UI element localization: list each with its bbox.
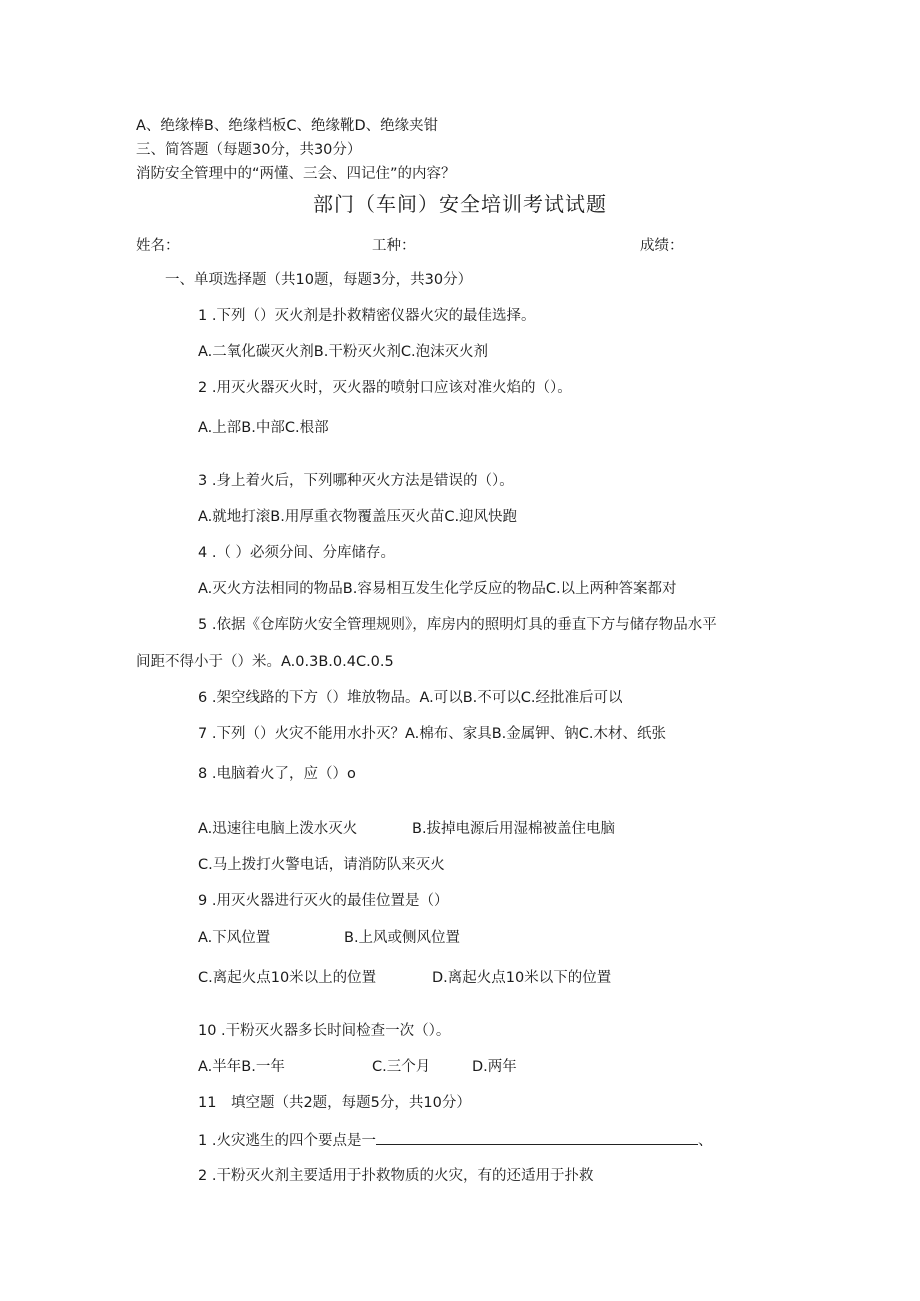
- question-7: 7 .下列（）火灾不能用水扑灭？A.棉布、家具B.金属钾、钠C.木材、纸张: [198, 726, 667, 742]
- question-3: 3 .身上着火后，下列哪种灭火方法是错误的（）。: [198, 473, 514, 489]
- question-10-option-c: C.三个月: [372, 1059, 431, 1075]
- question-8-option-a: A.迅速往电脑上泼水灭火: [198, 821, 358, 837]
- page-title: 部门（车间）安全培训考试试题: [313, 192, 607, 216]
- question-9-option-b: B.上风或侧风位置: [344, 930, 461, 946]
- section-3-heading: 三、简答题（每题30分，共30分）: [136, 142, 362, 158]
- question-5-line-1: 5 .依据《仓库防火安全管理规则》，库房内的照明灯具的垂直下方与储存物品水平: [198, 617, 717, 633]
- question-8: 8 .电脑着火了，应（）o: [198, 766, 356, 782]
- question-3-options: A.就地打滚B.用厚重衣物覆盖压灭火苗C.迎风快跑: [198, 509, 518, 525]
- question-6: 6 .架空线路的下方（）堆放物品。A.可以B.不可以C.经批准后可以: [198, 690, 623, 706]
- fill-1-text: 1 .火灾逃生的四个要点是一: [198, 1133, 376, 1149]
- previous-options: A、绝缘棒B、绝缘档板C、绝缘靴D、绝缘夹钳: [136, 118, 439, 134]
- job-label: 工种：: [372, 238, 416, 254]
- fill-2: 2 .干粉灭火剂主要适用于扑救物质的火灾，有的还适用于扑救: [198, 1168, 594, 1184]
- fill-1-blank[interactable]: [376, 1130, 698, 1145]
- question-9-option-d: D.离起火点10米以下的位置: [432, 970, 612, 986]
- question-5-line-2: 间距不得小于（）米。A.0.3B.0.4C.0.5: [136, 654, 394, 670]
- question-9-option-c: C.离起火点10米以上的位置: [198, 970, 377, 986]
- question-8-option-b: B.拔掉电源后用湿棉被盖住电脑: [412, 821, 616, 837]
- question-9: 9 .用灭火器进行灭火的最佳位置是（）: [198, 893, 449, 909]
- question-10-option-ab: A.半年B.一年: [198, 1059, 285, 1075]
- section-2-heading: 11 填空题（共2题，每题5分，共10分）: [198, 1095, 471, 1111]
- previous-question: 消防安全管理中的“两懂、三会、四记住”的内容？: [136, 166, 456, 182]
- fill-1-tail: 、: [697, 1133, 713, 1149]
- question-10-option-d: D.两年: [472, 1059, 517, 1075]
- score-label: 成绩：: [640, 238, 684, 254]
- question-4-options: A.灭火方法相同的物品B.容易相互发生化学反应的物品C.以上两种答案都对: [198, 581, 677, 597]
- section-1-heading: 一、单项选择题（共10题，每题3分，共30分）: [165, 272, 473, 288]
- question-9-option-a: A.下风位置: [198, 930, 271, 946]
- question-2-options: A.上部B.中部C.根部: [198, 420, 329, 436]
- question-10: 10 .干粉灭火器多长时间检查一次（）。: [198, 1023, 451, 1039]
- name-label: 姓名：: [136, 238, 180, 254]
- question-1: 1 .下列（）灭火剂是扑救精密仪器火灾的最佳选择。: [198, 308, 536, 324]
- question-8-option-c: C.马上拨打火警电话，请消防队来灭火: [198, 857, 445, 873]
- question-2: 2 .用灭火器灭火时，灭火器的喷射口应该对准火焰的（）。: [198, 380, 572, 396]
- fill-1: [198, 1130, 712, 1151]
- question-1-options: A.二氧化碳灭火剂B.干粉灭火剂C.泡沫灭火剂: [198, 344, 489, 360]
- question-4: 4 .（ ）必须分间、分库储存。: [198, 545, 396, 561]
